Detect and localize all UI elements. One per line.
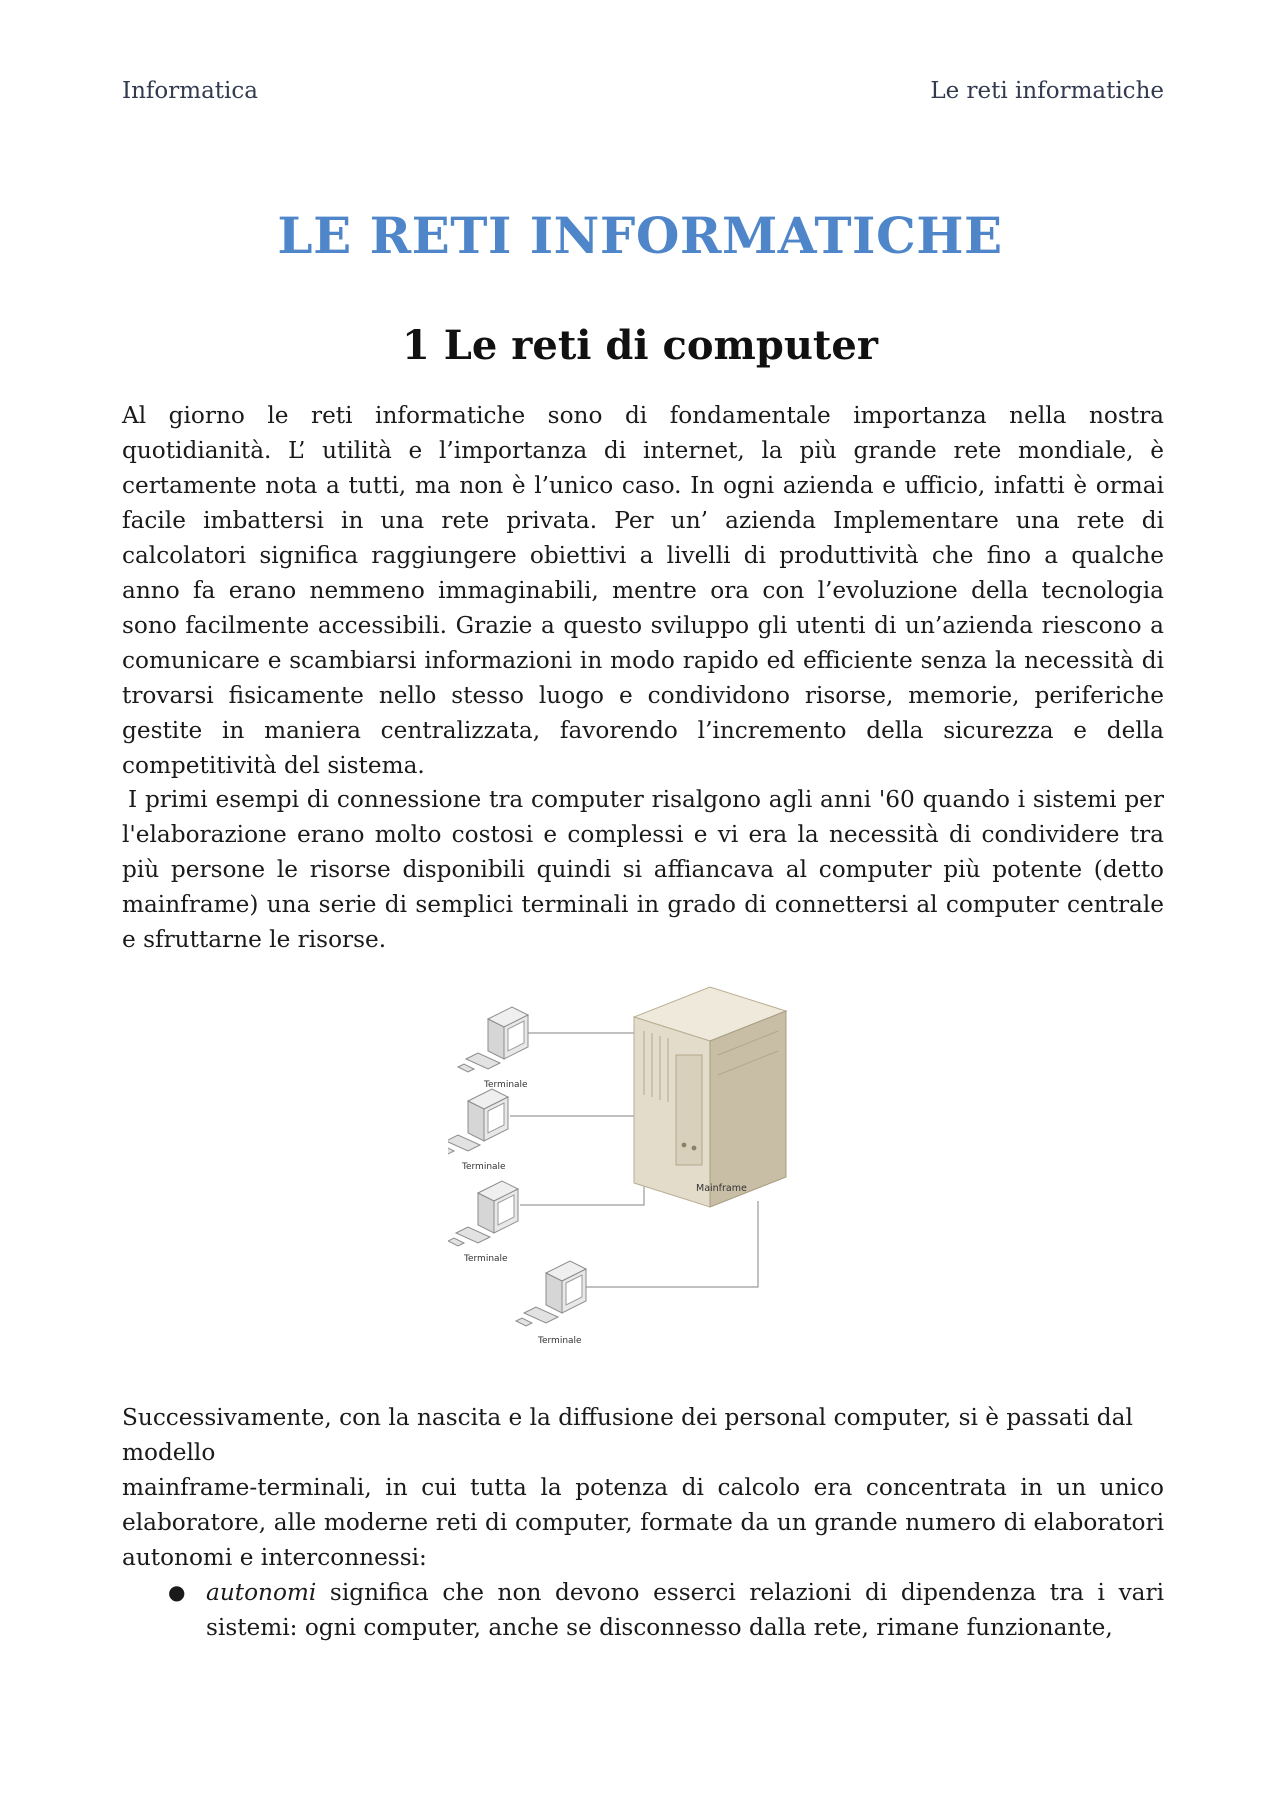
- document-title: LE RETI INFORMATICHE: [277, 206, 1003, 265]
- section-heading: 1 Le reti di computer: [402, 322, 878, 369]
- page-header: [122, 78, 1164, 104]
- terminal-2-label: Terminale: [462, 1162, 506, 1172]
- header-subject: Informatica: [122, 78, 258, 104]
- paragraph-evolution-rest: mainframe-terminali, in cui tutta la potenza di calcolo era concentrata in un unico elaboratore, alle moderne reti di computer, formate da un grande numero di elaboratori autonomi e interconnessi:: [122, 1474, 1164, 1571]
- paragraph-history: I primi esempi di connessione tra computer risalgono agli anni '60 quando i sistemi per l'elaborazione erano molto costosi e complessi e vi era la necessità di condividere tra più persone le risorse disponibili quindi si affiancava al computer più potente (detto mainframe) una serie di semplici terminali in grado di connettersi al computer centrale e sfruttarne le risorse.: [122, 786, 1164, 953]
- link-terminal-3: [520, 1155, 644, 1205]
- mainframe-label: Mainframe: [696, 1183, 747, 1194]
- terminal-1-label: Terminale: [484, 1080, 528, 1090]
- terminal-4-label: Terminale: [538, 1336, 582, 1346]
- list-item: [168, 1575, 1164, 1645]
- terminal-4-icon: [516, 1261, 586, 1346]
- paragraph-evolution: [122, 1400, 1164, 1575]
- header-chapter: Le reti informatiche: [930, 78, 1164, 104]
- bullet-term: autonomi: [206, 1579, 317, 1606]
- link-terminal-4: [584, 1201, 758, 1287]
- terminal-3-label: Terminale: [464, 1254, 508, 1264]
- mainframe-icon: [634, 987, 786, 1207]
- terminal-1-icon: [458, 1007, 528, 1090]
- paragraph-intro: Al giorno le reti informatiche sono di fondamentale importanza nella nostra quotidianità. L’ utilità e l’importanza di internet, la più grande rete mondiale, è certamente nota a tutti, ma non è l’unico caso. In ogni azienda e ufficio, infatti è ormai facile imbattersi in una rete privata. Per un’ azienda Implementare una rete di calcolatori significa raggiungere obiettivi a livelli di produttività che fino a qualche anno fa erano nemmeno immaginabili, mentre ora con l’evoluzione della tecnologia sono facilmente accessibili. Grazie a questo sviluppo gli utenti di un’azienda riescono a comunicare e scambiarsi informazioni in modo rapido ed efficiente senza la necessità di trovarsi fisicamente nello stesso luogo e condividono risorse, memorie, periferiche gestite in maniera centralizzata, favorendo l’incremento della sicurezza e della competitività del sistema.: [122, 402, 1164, 779]
- terminal-3-icon: [448, 1181, 518, 1264]
- bullet-dot-icon: ●: [168, 1580, 186, 1604]
- terminal-2-icon: [448, 1089, 508, 1172]
- mainframe-terminals-diagram: [448, 985, 840, 1371]
- bullet-text: significa che non devono esserci relazioni di dipendenza tra i vari sistemi: ogni computer, anche se disconnesso dalla rete, rimane funzionante,: [206, 1579, 1164, 1641]
- bullet-list: [168, 1575, 1164, 1645]
- paragraph-evolution-lead: Successivamente, con la nascita e la diffusione dei personal computer, si è passati dal modello: [122, 1404, 1133, 1466]
